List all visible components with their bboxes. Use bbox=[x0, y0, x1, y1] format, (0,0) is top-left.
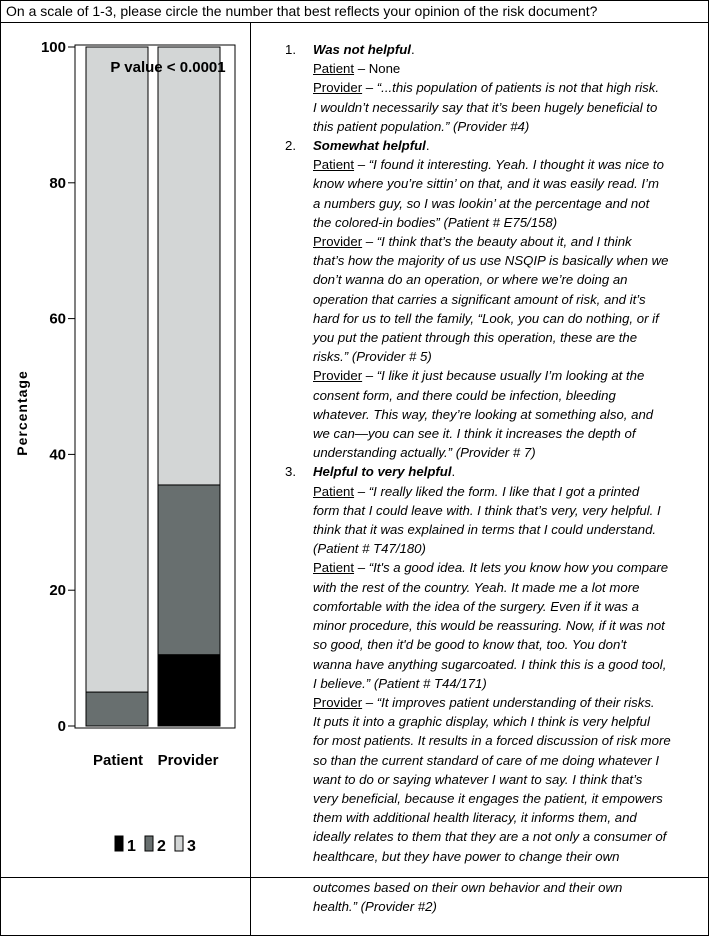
quote-text: consent form, and there could be infection, bleeding bbox=[313, 387, 616, 403]
quote-line bbox=[313, 270, 705, 289]
y-axis bbox=[41, 39, 75, 735]
quote-line bbox=[313, 251, 705, 270]
response-item bbox=[285, 462, 705, 865]
quote-line bbox=[313, 59, 705, 78]
x-tick-label-patient: Patient bbox=[92, 752, 144, 769]
quote-line bbox=[313, 751, 705, 770]
continued-quote-line: health.” (Provider #2) bbox=[313, 899, 437, 915]
quote-text: – None bbox=[354, 61, 401, 77]
legend-swatch-1 bbox=[115, 836, 123, 851]
quote-text: It puts it into a graphic display, which I think is very helpful bbox=[313, 714, 650, 730]
quote-text: whatever. This way, they’re looking at something also, and bbox=[313, 406, 654, 422]
table-border-header bbox=[0, 22, 709, 23]
quote-line bbox=[313, 770, 705, 789]
y-tick-label: 40 bbox=[49, 446, 66, 464]
y-tick-label: 60 bbox=[49, 310, 66, 328]
quote-text: form that I could leave with. I think that’s very, very helpful. I bbox=[313, 502, 661, 518]
response-item bbox=[285, 40, 705, 136]
quote-line bbox=[313, 635, 705, 654]
quote-line bbox=[313, 405, 705, 424]
continued-quote-line: outcomes based on their own behavior and their own bbox=[313, 880, 623, 895]
quote-text: comfortable with the idea of the surgery. Even if it was a bbox=[313, 598, 639, 614]
quote-text: that’s how the majority of us use NSQIP is basically when we bbox=[313, 253, 669, 269]
quote-line bbox=[313, 213, 705, 232]
respondent-type: Patient bbox=[313, 560, 355, 576]
legend-label-2: 2 bbox=[157, 838, 166, 855]
quote-text-italic: “...this population of patients is not that high risk. bbox=[373, 80, 659, 96]
quote-text: wanna have anything sugarcoated. I think this is a good tool, bbox=[313, 656, 667, 672]
p-value-annotation: P value < 0.0001 bbox=[110, 59, 226, 76]
response-number: 2. bbox=[285, 138, 296, 154]
quote-text: (Patient # T47/180) bbox=[313, 541, 426, 557]
legend-swatch-3 bbox=[175, 836, 183, 851]
quote-text: operation that carries a significant amount of risk, and it’s bbox=[313, 291, 646, 307]
quote-text: think that it was explained in terms that I could understand. bbox=[313, 522, 657, 538]
legend-swatch-2 bbox=[145, 836, 153, 851]
response-number: 1. bbox=[285, 42, 296, 57]
response-heading-period: . bbox=[425, 138, 430, 154]
quote-line bbox=[313, 731, 705, 750]
respondent-type: Patient bbox=[313, 483, 355, 499]
quote-text: – “I think that’s the beauty about it, and I think bbox=[362, 234, 632, 250]
bar-segment-provider-2 bbox=[158, 485, 220, 655]
respondent-type: Provider bbox=[313, 234, 363, 250]
response-heading-line bbox=[313, 40, 705, 59]
quote-line bbox=[313, 174, 705, 193]
quote-text-italic: “I like it just because usually I’m looking at the bbox=[373, 368, 645, 384]
legend bbox=[115, 836, 196, 855]
quote-line bbox=[313, 847, 705, 866]
quote-line bbox=[313, 578, 705, 597]
quote-line bbox=[313, 424, 705, 443]
question-text: On a scale of 1-3, please circle the number that best reflects your opinion of the risk document? bbox=[6, 3, 598, 19]
quote-line bbox=[313, 194, 705, 213]
response-heading: Somewhat helpful bbox=[313, 138, 426, 154]
quote-text: them with additional health literacy, it informs them, and bbox=[313, 810, 637, 826]
quote-line bbox=[313, 366, 705, 385]
quote-text: so good, then it'd be good to know that, too. You don't bbox=[313, 637, 627, 653]
quote-line bbox=[313, 232, 705, 251]
response-heading: Helpful to very helpful bbox=[313, 464, 452, 480]
bar-segment-patient-3 bbox=[86, 47, 148, 692]
quote-line bbox=[313, 616, 705, 635]
respondent-type: Provider bbox=[313, 368, 363, 384]
y-axis-label: Percentage bbox=[14, 370, 30, 456]
quote-line bbox=[313, 309, 705, 328]
quote-text: know where you’re sittin’ on that, and it was easily read. I’m bbox=[313, 176, 659, 192]
respondent-type: Provider bbox=[313, 80, 363, 96]
quote-text: for most patients. It results in a forced discussion of risk more bbox=[313, 733, 671, 749]
respondent-type: Provider bbox=[313, 694, 363, 710]
quote-text: – “I like it just because usually I’m looking at the bbox=[362, 368, 645, 384]
quote-text: want to do or saying whatever I want to say. I think that’s bbox=[313, 771, 643, 787]
responses-list bbox=[285, 40, 705, 866]
quote-line bbox=[313, 482, 705, 501]
quote-line bbox=[313, 808, 705, 827]
quote-text: the colored-in bodies” (Patient # E75/158) bbox=[313, 214, 558, 230]
quote-text: – “I found it interesting. Yeah. I thought it was nice to bbox=[354, 157, 664, 173]
y-tick-label: 0 bbox=[57, 718, 66, 735]
quote-line bbox=[313, 693, 705, 712]
bar-segment-patient-2 bbox=[86, 692, 148, 726]
legend-label-1: 1 bbox=[127, 838, 136, 855]
quote-line bbox=[313, 501, 705, 520]
quote-line bbox=[313, 155, 705, 174]
response-heading: Was not helpful bbox=[313, 42, 411, 57]
quote-line bbox=[313, 117, 705, 136]
quote-line bbox=[313, 520, 705, 539]
response-number: 3. bbox=[285, 464, 296, 480]
quote-text: this patient population.” (Provider #4) bbox=[313, 118, 530, 134]
quote-line bbox=[313, 827, 705, 846]
quote-text: I wouldn’t necessarily say that it’s been hugely beneficial to bbox=[313, 99, 658, 115]
y-tick-label: 100 bbox=[40, 39, 66, 56]
quote-text: understanding actually.” (Provider # 7) bbox=[313, 445, 536, 461]
quote-text-italic: “It's a good idea. It lets you know how you compare bbox=[365, 560, 669, 576]
quote-text: minor procedure, this would be reassuring. Now, if it was not bbox=[313, 618, 665, 634]
response-heading-period: . bbox=[451, 464, 456, 480]
quote-line bbox=[313, 386, 705, 405]
y-tick-label: 20 bbox=[49, 582, 66, 600]
quote-line bbox=[313, 443, 705, 462]
quote-text: I believe.” (Patient # T44/171) bbox=[313, 675, 487, 691]
quote-text-italic: “It improves patient understanding of their risks. bbox=[373, 694, 655, 710]
continued-quote bbox=[313, 878, 622, 916]
quote-line bbox=[313, 98, 705, 117]
quote-text-italic: “I found it interesting. Yeah. I thought it was nice to bbox=[365, 157, 664, 173]
quote-line bbox=[313, 655, 705, 674]
stacked-bar-chart bbox=[0, 28, 250, 868]
quote-text: healthcare, but they have power to change their own bbox=[313, 848, 620, 864]
response-item bbox=[285, 136, 705, 462]
table-border-middle bbox=[250, 22, 251, 936]
quote-text: – “It's a good idea. It lets you know how you compare bbox=[354, 560, 669, 576]
y-tick-label: 80 bbox=[49, 174, 66, 192]
quote-line bbox=[313, 712, 705, 731]
quote-line bbox=[313, 328, 705, 347]
quote-text: – “I really liked the form. I like that I got a printed bbox=[354, 483, 640, 499]
quote-text: don’t wanna do an operation, or where we’re doing an bbox=[313, 272, 628, 288]
quote-line bbox=[313, 539, 705, 558]
quote-text: with the rest of the country. Yeah. It made me a lot more bbox=[313, 579, 640, 595]
quote-text: ideally relates to them that they are a not only a consumer of bbox=[313, 829, 667, 845]
quote-text: so than the current standard of care of me doing whatever I bbox=[313, 752, 660, 768]
table-border-top bbox=[0, 0, 709, 1]
respondent-type: Patient bbox=[313, 61, 355, 77]
quote-line bbox=[313, 597, 705, 616]
quote-text: you put the patient through this operation, these are the bbox=[313, 330, 638, 346]
quote-text: risks.” (Provider # 5) bbox=[313, 349, 432, 365]
bar-segment-provider-3 bbox=[158, 47, 220, 485]
legend-label-3: 3 bbox=[187, 838, 196, 855]
quote-line bbox=[313, 674, 705, 693]
quote-line bbox=[313, 558, 705, 577]
quote-line bbox=[313, 789, 705, 808]
response-heading-line bbox=[313, 136, 705, 155]
quote-text: hard for us to tell the family, “Look, you can do nothing, or if bbox=[313, 310, 659, 326]
quote-text: a numbers guy, so I was lookin’ at the percentage and not bbox=[313, 195, 650, 211]
quote-text: very beneficial, because it engages the patient, it empowers bbox=[313, 790, 663, 806]
quote-line bbox=[313, 290, 705, 309]
x-tick-label-provider: Provider bbox=[157, 752, 219, 769]
bar-segment-provider-1 bbox=[158, 655, 220, 726]
response-heading-period: . bbox=[410, 42, 415, 57]
respondent-type: Patient bbox=[313, 157, 355, 173]
response-heading-line bbox=[313, 462, 705, 481]
quote-line bbox=[313, 347, 705, 366]
quote-text: we can—you can see it. I think it increases the depth of bbox=[313, 426, 636, 442]
quote-text: – “It improves patient understanding of their risks. bbox=[362, 694, 655, 710]
quote-text-italic: “I really liked the form. I like that I got a printed bbox=[365, 483, 640, 499]
quote-text-italic: “I think that’s the beauty about it, and I think bbox=[373, 234, 632, 250]
quote-text: – “...this population of patients is not that high risk. bbox=[362, 80, 659, 96]
quote-line bbox=[313, 78, 705, 97]
